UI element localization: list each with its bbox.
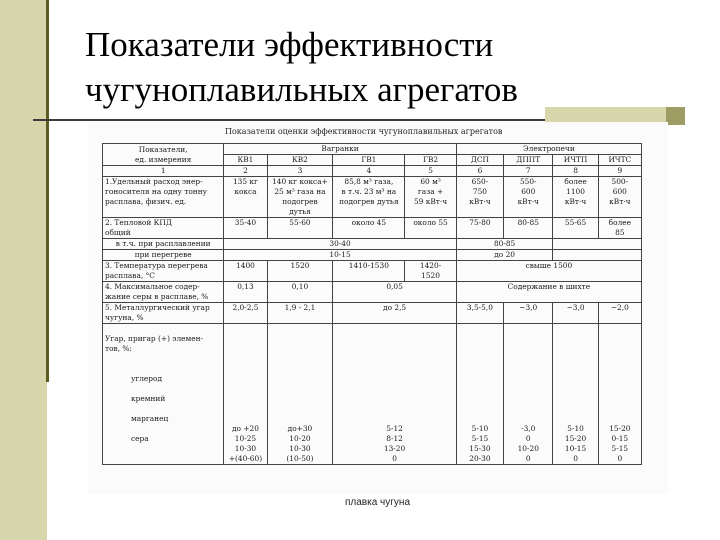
table-cell: до+30 10-20 10-30 (10-50) <box>267 324 333 465</box>
row-label: 2. Тепловой КПД общий <box>103 218 224 239</box>
element-name: сера <box>131 434 149 443</box>
table-cell: 5-12 8-12 13-20 0 <box>333 324 456 465</box>
column-number: 2 <box>224 166 267 177</box>
table-cell: 85,8 м³ газа, в т.ч. 23 м³ на подогрев дутья <box>333 177 405 218</box>
efficiency-table <box>102 143 642 465</box>
table-cell: 55-60 <box>267 218 333 239</box>
table-row <box>103 250 642 261</box>
table-cell: 80-85 <box>504 218 553 239</box>
table-cell: более 85 <box>598 218 641 239</box>
column-number: 6 <box>456 166 503 177</box>
table-cell: до +20 10-25 10-30 +(40-60) <box>224 324 267 465</box>
column-number: 7 <box>504 166 553 177</box>
table-row <box>103 177 642 218</box>
row-label: при перегреве <box>103 250 224 261</box>
table-cell: -3,0 0 10-20 0 <box>504 324 553 465</box>
table-row <box>103 261 642 282</box>
header-cupola-group: Вагранки <box>224 144 456 155</box>
column-number: 5 <box>405 166 456 177</box>
table-cell: 1400 <box>224 261 267 282</box>
column-number: 8 <box>553 166 598 177</box>
table-cell: 30-40 <box>224 239 456 250</box>
table-cell: ~2,0 <box>598 303 641 324</box>
table-row <box>103 218 642 239</box>
table-cell: до 2,5 <box>333 303 456 324</box>
table-cell: 0,10 <box>267 282 333 303</box>
slide-title-line-2: чугуноплавильных агрегатов <box>85 70 518 109</box>
table-cell: 55-65 <box>553 218 598 239</box>
title-accent-square <box>666 107 685 125</box>
header-indicator: Показатели, ед. измерения <box>103 144 224 166</box>
table-cell: 0,05 <box>333 282 456 303</box>
table-cell: 650- 750 кВт·ч <box>456 177 503 218</box>
table-cell: 1520 <box>267 261 333 282</box>
table-cell: 3,5-5,0 <box>456 303 503 324</box>
left-accent-bar <box>0 0 47 540</box>
table-number-row <box>103 166 642 177</box>
table-header-row <box>103 144 642 155</box>
element-name: марганец <box>131 414 169 423</box>
table-cell: 35-40 <box>224 218 267 239</box>
table-cell: ~3,0 <box>553 303 598 324</box>
table-cell: свыше 1500 <box>456 261 641 282</box>
scan-title: Показатели оценки эффективности чугуноплавильных агрегатов <box>225 127 503 136</box>
element-name: кремний <box>131 394 166 403</box>
row-label: 3. Температура перегрева расплава, °С <box>103 261 224 282</box>
table-cell: 5-10 5-15 15-30 20-30 <box>456 324 503 465</box>
table-cell: 60 м³ газа + 59 кВт·ч <box>405 177 456 218</box>
image-caption: плавка чугуна <box>345 497 410 508</box>
header-unit: ГВ2 <box>405 155 456 166</box>
table-cell: 550- 600 кВт·ч <box>504 177 553 218</box>
table-row <box>103 282 642 303</box>
table-cell: 140 кг кокса+ 25 м³ газа на подогрев дутья <box>267 177 333 218</box>
table-cell: 10-15 <box>224 250 456 261</box>
element-name: углерод <box>131 374 163 383</box>
table-row <box>103 324 642 465</box>
column-number: 4 <box>333 166 405 177</box>
row-label <box>103 324 224 465</box>
column-number: 3 <box>267 166 333 177</box>
table-cell: 135 кг кокса <box>224 177 267 218</box>
table-cell: 1410-1530 <box>333 261 405 282</box>
header-unit: ДСП <box>456 155 503 166</box>
table-cell: 5-10 15-20 10-15 0 <box>553 324 598 465</box>
header-unit: ИЧТП <box>553 155 598 166</box>
header-unit: КВ2 <box>267 155 333 166</box>
table-cell: около 45 <box>333 218 405 239</box>
row-label: 4. Максимальное содер- жание серы в расплаве, % <box>103 282 224 303</box>
column-number: 1 <box>103 166 224 177</box>
header-unit: КВ1 <box>224 155 267 166</box>
header-unit: ДППТ <box>504 155 553 166</box>
header-electric-group: Электропечи <box>456 144 641 155</box>
table-cell: 75-80 <box>456 218 503 239</box>
table-cell: 1420- 1520 <box>405 261 456 282</box>
table-cell: 0,13 <box>224 282 267 303</box>
table-row <box>103 303 642 324</box>
table-row <box>103 239 642 250</box>
table-cell-empty <box>553 239 642 250</box>
row-label: в т.ч. при расплавлении <box>103 239 224 250</box>
table-cell: до 20 <box>456 250 553 261</box>
table-cell: около 55 <box>405 218 456 239</box>
slide-title <box>85 22 685 112</box>
row-label-text: Угар, пригар (+) элемен- тов, %: <box>105 334 204 353</box>
element-list <box>105 364 221 454</box>
header-unit: ГВ1 <box>333 155 405 166</box>
table-cell: 1,9 - 2,1 <box>267 303 333 324</box>
table-cell: более 1100 кВт·ч <box>553 177 598 218</box>
table-cell: 15-20 0-15 5-15 0 <box>598 324 641 465</box>
table-cell-empty <box>553 250 642 261</box>
left-accent-line <box>46 0 49 382</box>
row-label: 5. Металлургический угар чугуна, % <box>103 303 224 324</box>
table-cell: Содержание в шихте <box>456 282 641 303</box>
table-cell: ~3,0 <box>504 303 553 324</box>
column-number: 9 <box>598 166 641 177</box>
row-label: 1.Удельный расход энер- гоносителя на одну тонну расплава, физич. ед. <box>103 177 224 218</box>
table-cell: 500- 600 кВт·ч <box>598 177 641 218</box>
slide-title-line-1: Показатели эффективности <box>85 25 494 64</box>
header-unit: ИЧТС <box>598 155 641 166</box>
table-cell: 80-85 <box>456 239 553 250</box>
table-cell: 2,0-2,5 <box>224 303 267 324</box>
